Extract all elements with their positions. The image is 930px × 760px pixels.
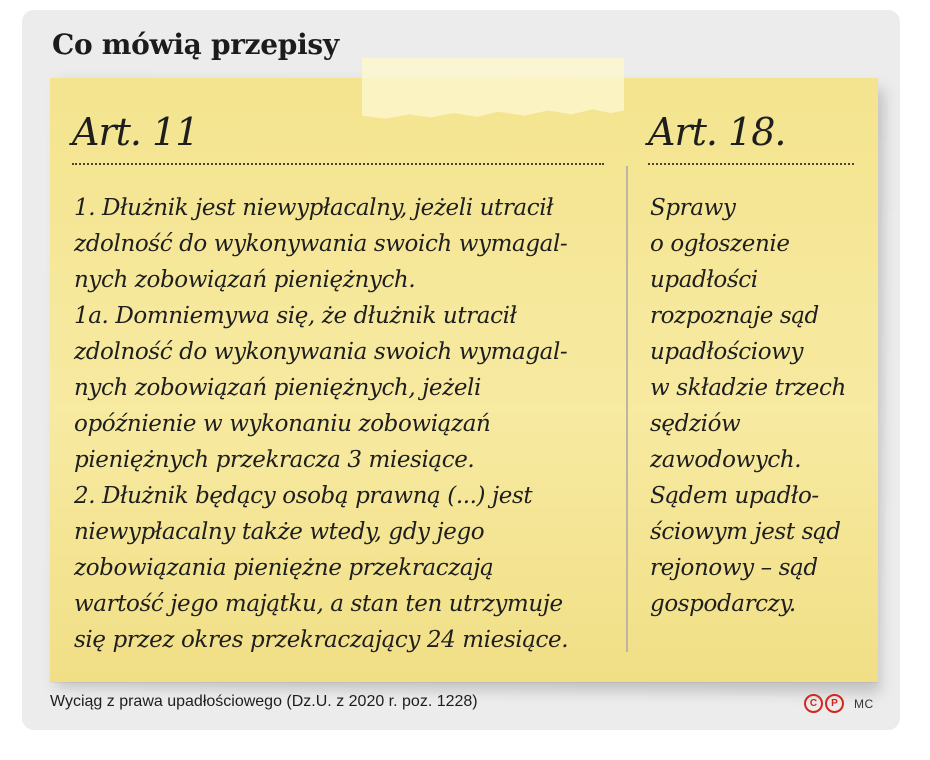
- text-line: upadłości: [650, 267, 758, 293]
- page-title: Co mówią przepisy: [52, 28, 339, 61]
- copyright-c-icon: C: [804, 694, 823, 713]
- art-11-title: Art. 11: [72, 110, 199, 154]
- text-line: zawodowych.: [650, 447, 802, 473]
- text-line: nych zobowiązań pieniężnych, jeżeli: [74, 375, 481, 401]
- text-line: rozpoznaje sąd: [650, 303, 819, 329]
- text-line: 1. Dłużnik jest niewypłacalny, jeżeli utracił: [74, 195, 554, 221]
- copyright-p-icon: P: [825, 694, 844, 713]
- text-line: zdolność do wykonywania swoich wymagal-: [74, 339, 568, 365]
- text-line: opóźnienie w wykonaniu zobowiązań: [74, 411, 491, 437]
- text-line: pieniężnych przekracza 3 miesiące.: [74, 447, 475, 473]
- text-line: o ogłoszenie: [650, 231, 790, 257]
- art-11-text: [74, 190, 622, 658]
- dotted-rule-left: [72, 163, 604, 165]
- text-line: zobowiązania pieniężne przekraczają: [74, 555, 494, 581]
- text-line: niewypłacalny także wtedy, gdy jego: [74, 519, 485, 545]
- column-divider: [626, 166, 628, 652]
- text-line: zdolność do wykonywania swoich wymagal-: [74, 231, 568, 257]
- text-line: upadłościowy: [650, 339, 804, 365]
- text-line: 1a. Domniemywa się, że dłużnik utracił: [74, 303, 517, 329]
- dotted-rule-right: [648, 163, 854, 165]
- art-18-text: [650, 190, 875, 622]
- credit-badges: [804, 694, 874, 713]
- text-line: sędziów: [650, 411, 741, 437]
- text-line: się przez okres przekraczający 24 miesiące.: [74, 627, 569, 653]
- text-line: w składzie trzech: [650, 375, 846, 401]
- text-line: Sprawy: [650, 195, 736, 221]
- text-line: rejonowy – sąd: [650, 555, 818, 581]
- text-line: ściowym jest sąd: [650, 519, 841, 545]
- author-initials: MC: [854, 696, 874, 711]
- source-caption: Wyciąg z prawa upadłościowego (Dz.U. z 2020 r. poz. 1228): [50, 693, 478, 710]
- art-18-title: Art. 18.: [648, 110, 786, 154]
- text-line: wartość jego majątku, a stan ten utrzymuje: [74, 591, 563, 617]
- text-line: gospodarczy.: [650, 591, 796, 617]
- text-line: 2. Dłużnik będący osobą prawną (...) jest: [74, 483, 533, 509]
- text-line: nych zobowiązań pieniężnych.: [74, 267, 416, 293]
- text-line: Sądem upadło-: [650, 483, 819, 509]
